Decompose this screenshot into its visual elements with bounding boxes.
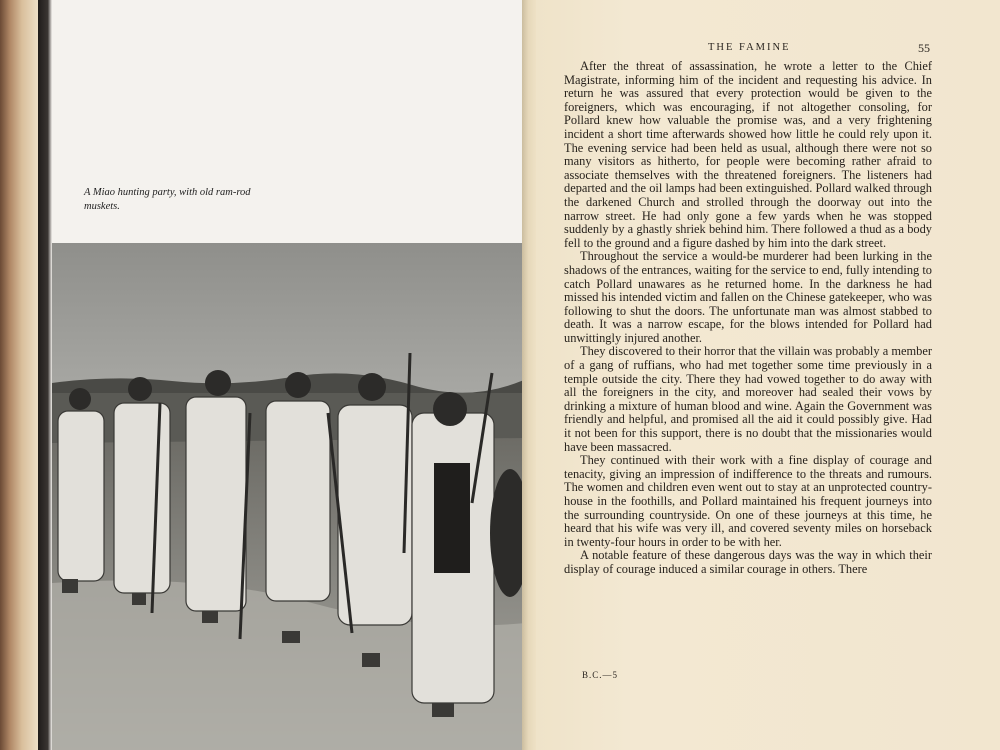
paragraph: They continued with their work with a fine display of courage and tenacity, giving an impression of indifference to the threats and rumours. The women and children even went out to stay at an unprotected country-house in the foothills, and Pollard maintained his frequent journeys into the surrounding countryside. On one of these journeys at this time, he heard that his wife was very ill, and covered seventy miles on horseback in twenty-four hours in order to be with her.	[564, 453, 932, 549]
photograph	[52, 243, 526, 750]
body-text	[564, 60, 932, 577]
paragraph: Throughout the service a would-be murderer had been lurking in the shadows of the entrances, waiting for the service to end, fully intending to catch Pollard unawares as he returned home. In the darkness he had missed his intended victim and fallen on the Chinese gatekeeper, who was following to shut the doors. The unfortunate man was almost stabbed to death. It was a narrow escape, for the blows intended for Pollard had unwittingly injured another.	[564, 249, 932, 345]
page-edges	[0, 0, 40, 750]
paragraph: A notable feature of these dangerous days was the way in which their display of courage induced a similar courage in others. There	[564, 548, 932, 576]
left-page-shadow	[38, 0, 52, 750]
paragraph: After the threat of assassination, he wrote a letter to the Chief Magistrate, informing him of the incident and requesting his advice. In return he was assured that every protection would be given to the foreigners, which was encouraging, if not altogether consoling, for Pollard knew how valuable the promise was, and a very frightening incident a short time afterwards showed how little he could rely upon it. The evening service had been held as usual, although there were not so many visitors as hitherto, for people were becoming rather afraid to associate themselves with the threatened foreigners. The listeners had departed and the oil lamps had been extinguished. Pollard walked through the darkened Church and strolled through the doorway out into the narrow street. He had only gone a few yards when he was stopped suddenly by a ghastly shriek behind him. There followed a thud as a body fell to the ground and a figure dashed by him into the dark street.	[564, 59, 932, 250]
page-number: 55	[918, 41, 930, 55]
photo-caption: A Miao hunting party, with old ram-rod muskets.	[84, 187, 251, 212]
signature-mark: B.C.—5	[582, 670, 619, 680]
photograph-illustration	[52, 243, 526, 750]
running-head: THE FAMINE	[708, 42, 791, 53]
paragraph: They discovered to their horror that the villain was probably a member of a gang of ruffians, who had met together some time previously in a temple outside the city. There they had vowed together to do away with all the foreigners in the city, and moreover had sealed their vows by drinking a mixture of human blood and wine. Again the Government was friendly and helpful, and promised all the aid it could possibly give. Had it not been for this support, there is no doubt that the missionaries would have been massacred.	[564, 344, 932, 454]
